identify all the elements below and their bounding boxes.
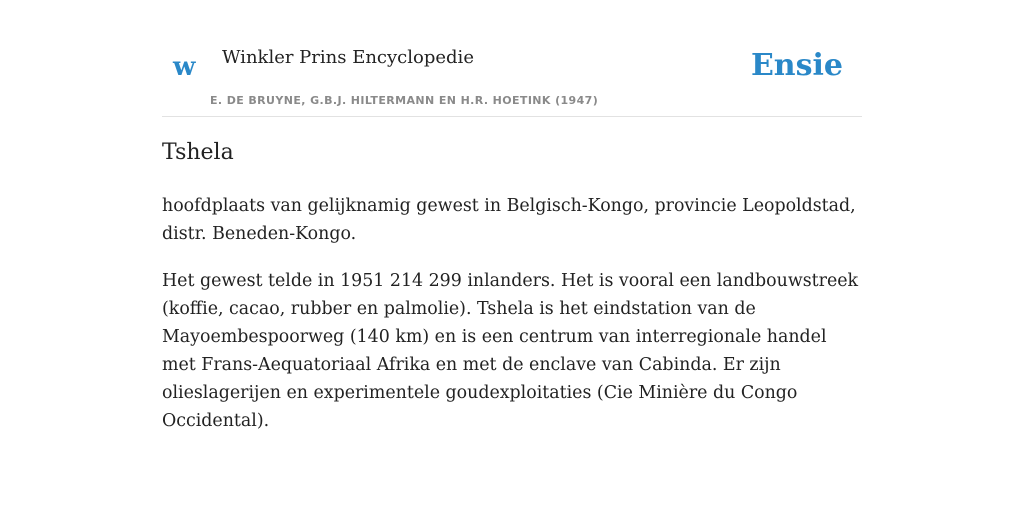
source-logo-icon[interactable]: w	[173, 52, 196, 82]
ensie-logo-link[interactable]: Ensie	[750, 48, 843, 83]
entry-body	[162, 192, 862, 454]
entry-title: Tshela	[162, 140, 234, 165]
entry-paragraph: hoofdplaats van gelijknamig gewest in Belgisch-Kongo, provincie Leopoldstad, distr. Beneden-Kongo.	[162, 196, 856, 244]
source-authors: E. DE BRUYNE, G.B.J. HILTERMANN EN H.R. HOETINK (1947)	[210, 94, 599, 107]
entry-paragraph: Het gewest telde in 1951 214 299 inlanders. Het is vooral een landbouwstreek (koffie, cacao, rubber en palmolie). Tshela is het eindstation van de Mayoembespoorweg (140 km) en is een centrum van interregionale handel met Frans-Aequatoriaal Afrika en met de enclave van Cabinda. Er zijn olieslagerijen en experimentele goudexploitaties (Cie Minière du Congo Occidental).	[162, 271, 859, 431]
source-title[interactable]: Winkler Prins Encyclopedie	[222, 47, 474, 68]
source-header	[162, 40, 862, 117]
